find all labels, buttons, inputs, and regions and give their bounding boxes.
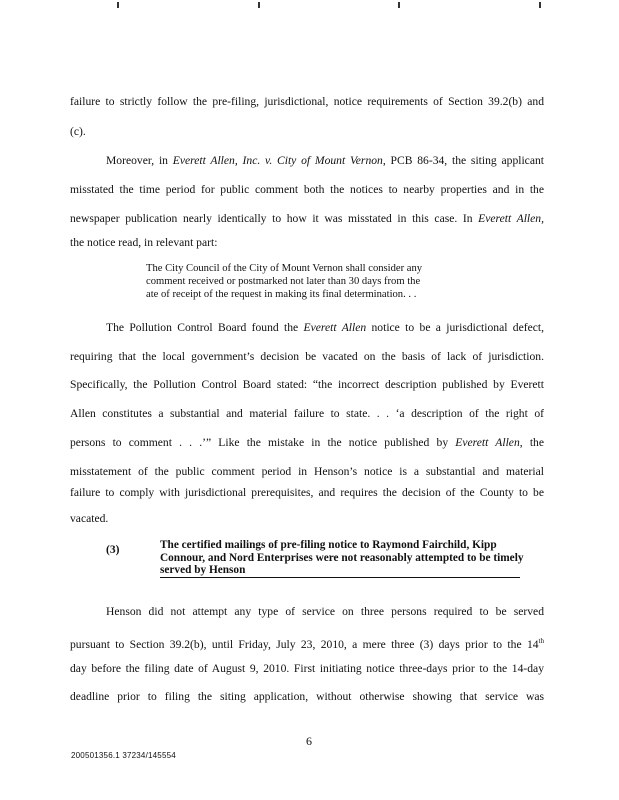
paragraph-line: the notice read, in relevant part:	[70, 236, 218, 249]
section-heading: The certified mailings of pre-filing notice to Raymond Fairchild, Kipp Connour, and Nord Enterprises were not reasonably attempted to be timely served by Henson	[160, 539, 524, 576]
scan-mark	[117, 2, 119, 8]
paragraph-line: newspaper publication nearly identically to how it was misstated in this case. In Everett Allen,	[70, 212, 544, 225]
paragraph-line: The Pollution Control Board found the Everett Allen notice to be a jurisdictional defect,	[106, 321, 545, 334]
paragraph-line: persons to comment . . .’” Like the mistake in the notice published by Everett Allen, the	[70, 436, 544, 449]
paragraph-line: misstatement of the public comment period in Henson’s notice is a substantial and material	[70, 465, 544, 478]
scan-mark	[539, 2, 541, 8]
section-number: (3)	[106, 544, 120, 556]
paragraph-line: deadline prior to filing the siting application, without otherwise showing that service was	[70, 690, 544, 703]
paragraph-line: failure to strictly follow the pre-filing, jurisdictional, notice requirements of Section 39.2(b) and	[70, 95, 544, 108]
page-number: 6	[306, 734, 312, 748]
paragraph-line: failure to comply with jurisdictional prerequisites, and requires the decision of the County to be	[70, 486, 544, 499]
paragraph-line: Henson did not attempt any type of service on three persons required to be served	[106, 605, 544, 618]
paragraph-line: Specifically, the Pollution Control Board stated: “the incorrect description published by Everett	[70, 378, 544, 391]
paragraph-line: day before the filing date of August 9, 2010. First initiating notice three-days prior to the 14-day	[70, 662, 544, 675]
scan-mark	[398, 2, 400, 8]
document-id: 200501356.1 37234/145554	[71, 751, 176, 760]
paragraph-line: pursuant to Section 39.2(b), until Friday, July 23, 2010, a mere three (3) days prior to the 14th	[70, 637, 544, 651]
paragraph-line: Moreover, in Everett Allen, Inc. v. City of Mount Vernon, PCB 86-34, the siting applicant	[106, 154, 544, 167]
paragraph-line: Allen constitutes a substantial and material failure to state. . . ‘a description of the right of	[70, 407, 544, 420]
paragraph-line: misstated the time period for public comment both the notices to nearby properties and in the	[70, 183, 544, 196]
heading-underline	[160, 577, 520, 578]
paragraph-line: (c).	[70, 125, 86, 138]
paragraph-line: requiring that the local government’s decision be vacated on the basis of lack of jurisdiction.	[70, 350, 544, 363]
block-quote: The City Council of the City of Mount Vernon shall consider any comment received or postmarked not later than 30 days from the ate of receipt of the request in making its final determination. . .	[146, 263, 423, 300]
scan-mark	[258, 2, 260, 8]
paragraph-line: vacated.	[70, 512, 109, 525]
